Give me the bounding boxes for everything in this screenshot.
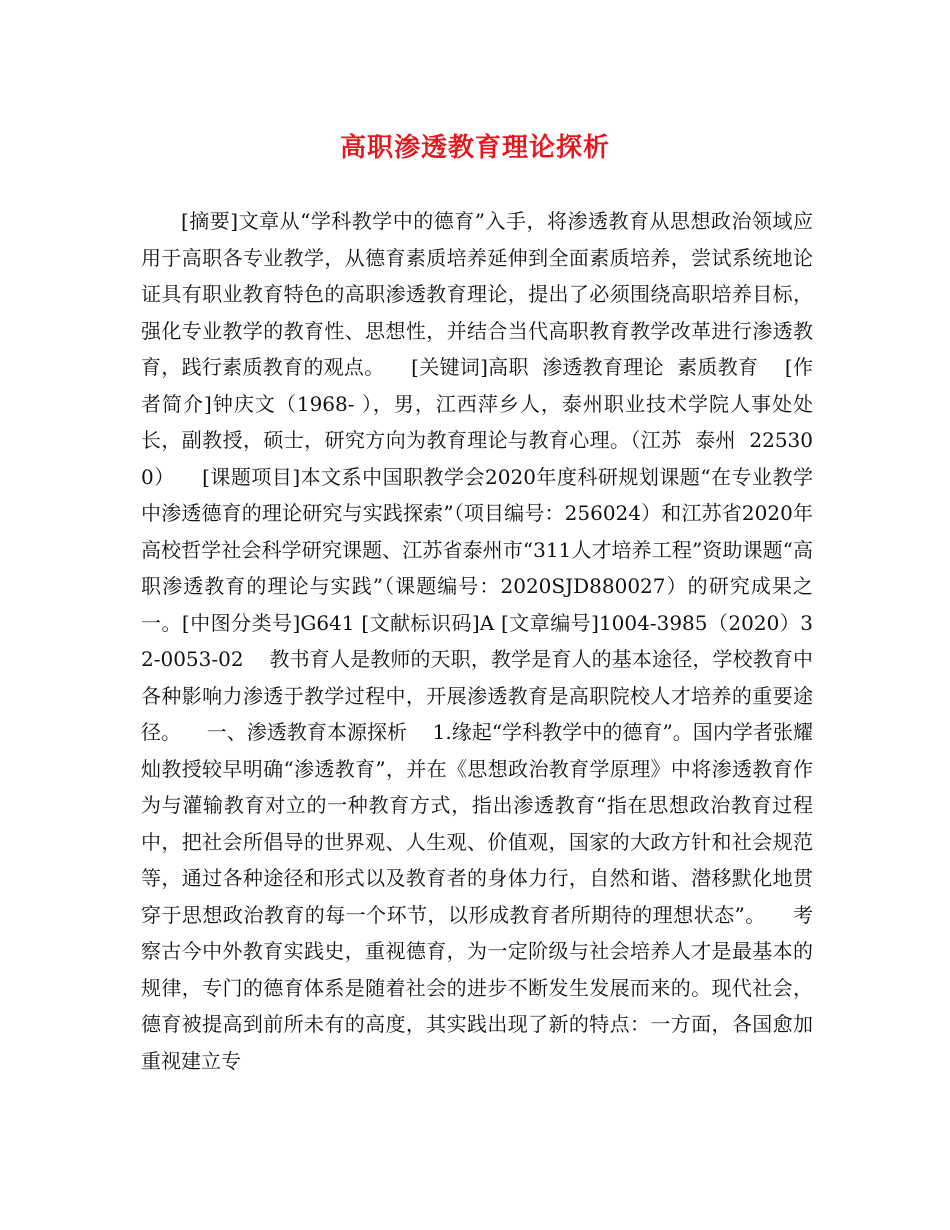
document-body: [摘要]文章从“学科教学中的德育”入手，将渗透教育从思想政治领域应用于高职各专业教学，从德育素质培养延伸到全面素质培养，尝试系统地论证具有职业教育特色的高职渗透教育理论，提出了必须围绕高职培养目标，强化专业教学的教育性、思想性，并结合当代高职教育教学改革进行渗透教育，践行素质教育的观点。 [关键词]高职 渗透教育理论 素质教育 [作者简介]钟庆文（1968- ），男，江西萍乡人，泰州职业技术学院人事处处长，副教授，硕士，研究方向为教育理论与教育心理。（江苏 泰州 225300） [课题项目]本文系中国职教学会2020年度科研规划课题“在专业教学中渗透德育的理论研究与实践探索”（项目编号：256024）和江苏省2020年高校哲学社会科学研究课题、江苏省泰州市“311人才培养工程”资助课题“高职渗透教育的理论与实践”（课题编号：2020SJD880027）的研究成果之一。[中图分类号]G641 [文献标识码]A [文章编号]1004-3985（2020）32-0053-02 教书育人是教师的天职，教学是育人的基本途径，学校教育中各种影响力渗透于教学过程中，开展渗透教育是高职院校人才培养的重要途径。 一、渗透教育本源探析 1.缘起“学科教学中的德育”。国内学者张耀灿教授较早明确“渗透教育”，并在《思想政治教育学原理》中将渗透教育作为与灌输教育对立的一种教育方式，指出渗透教育“指在思想政治教育过程中，把社会所倡导的世界观、人生观、价值观，国家的大政方针和社会规范等，通过各种途径和形式以及教育者的身体力行，自然和谐、潜移默化地贯穿于思想政治教育的每一个环节，以形成教育者所期待的理想状态”。 考察古今中外教育实践史，重视德育，为一定阶级与社会培养人才是最基本的规律，专门的德育体系是随着社会的进步不断发生发展而来的。现代社会，德育被提高到前所未有的高度，其实践出现了新的特点：一方面，各国愈加重视建立专 <box>141 209 813 1073</box>
document-title: 高职渗透教育理论探析 <box>339 133 610 163</box>
